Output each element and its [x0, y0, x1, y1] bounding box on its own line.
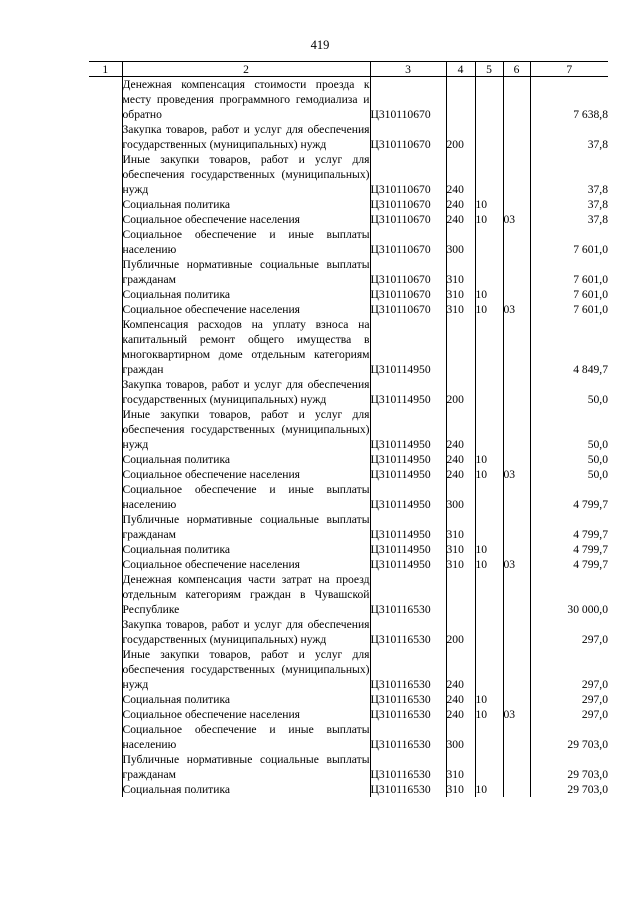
column-header: 2 — [122, 62, 370, 77]
subsection-cell — [503, 512, 530, 542]
target-article-cell: Ц310114950 — [370, 467, 446, 482]
expense-name-cell: Социальная политика — [122, 782, 370, 797]
expense-name-cell: Публичные нормативные социальные выплаты гражданам — [122, 258, 370, 286]
expense-name-cell: Социальное обеспечение населения — [122, 557, 370, 572]
subsection-cell — [503, 482, 530, 512]
column-header: 1 — [89, 62, 122, 77]
target-article-cell: Ц310110670 — [370, 302, 446, 317]
target-article-cell: Ц310110670 — [370, 197, 446, 212]
target-article-cell: Ц310110670 — [370, 257, 446, 287]
target-article-cell: Ц310110670 — [370, 287, 446, 302]
table-row — [89, 467, 608, 482]
amount-cell: 7 601,0 — [530, 257, 608, 287]
target-article-cell: Ц310114950 — [370, 512, 446, 542]
expense-type-cell: 310 — [446, 302, 475, 317]
section-cell — [475, 152, 503, 197]
amount-cell: 29 703,0 — [530, 752, 608, 782]
column-header: 5 — [475, 62, 503, 77]
target-article-cell: Ц310116530 — [370, 782, 446, 797]
table-row — [89, 377, 608, 407]
budget-table — [89, 61, 608, 797]
expense-type-cell: 240 — [446, 197, 475, 212]
table-row — [89, 257, 608, 287]
section-cell — [475, 722, 503, 752]
row-number-cell — [89, 197, 122, 212]
subsection-cell — [503, 407, 530, 452]
section-cell — [475, 407, 503, 452]
subsection-cell — [503, 122, 530, 152]
amount-cell: 297,0 — [530, 692, 608, 707]
expense-name-cell: Социальное обеспечение и иные выплаты населению — [122, 483, 370, 511]
row-number-cell — [89, 302, 122, 317]
expense-type-cell: 240 — [446, 467, 475, 482]
row-number-cell — [89, 152, 122, 197]
subsection-cell — [503, 287, 530, 302]
expense-name-cell: Социальная политика — [122, 197, 370, 212]
column-header: 4 — [446, 62, 475, 77]
row-number-cell — [89, 377, 122, 407]
target-article-cell: Ц310114950 — [370, 377, 446, 407]
expense-type-cell: 310 — [446, 512, 475, 542]
amount-cell: 29 703,0 — [530, 782, 608, 797]
target-article-cell: Ц310116530 — [370, 617, 446, 647]
amount-cell: 50,0 — [530, 377, 608, 407]
target-article-cell: Ц310116530 — [370, 572, 446, 617]
amount-cell: 4 799,7 — [530, 482, 608, 512]
subsection-cell: 03 — [503, 707, 530, 722]
amount-cell: 37,8 — [530, 197, 608, 212]
amount-cell: 29 703,0 — [530, 722, 608, 752]
expense-name-cell: Социальное обеспечение населения — [122, 467, 370, 482]
expense-type-cell: 310 — [446, 257, 475, 287]
expense-type-cell: 300 — [446, 227, 475, 257]
row-number-cell — [89, 77, 122, 123]
table-row — [89, 782, 608, 797]
subsection-cell: 03 — [503, 557, 530, 572]
expense-name-cell: Иные закупки товаров, работ и услуг для обеспечения государственных (муниципальных) нужд — [122, 408, 370, 451]
section-cell: 10 — [475, 287, 503, 302]
target-article-cell: Ц310116530 — [370, 752, 446, 782]
target-article-cell: Ц310114950 — [370, 452, 446, 467]
section-cell — [475, 377, 503, 407]
expense-name-cell: Публичные нормативные социальные выплаты гражданам — [122, 753, 370, 781]
amount-cell: 297,0 — [530, 707, 608, 722]
expense-type-cell: 240 — [446, 692, 475, 707]
table-row — [89, 317, 608, 377]
subsection-cell — [503, 77, 530, 123]
section-cell — [475, 572, 503, 617]
row-number-cell — [89, 467, 122, 482]
target-article-cell: Ц310114950 — [370, 407, 446, 452]
section-cell — [475, 227, 503, 257]
amount-cell: 297,0 — [530, 617, 608, 647]
table-row — [89, 707, 608, 722]
expense-name-cell: Закупка товаров, работ и услуг для обеспечения государственных (муниципальных) нужд — [122, 378, 370, 406]
amount-cell: 297,0 — [530, 647, 608, 692]
table-row — [89, 572, 608, 617]
section-cell: 10 — [475, 557, 503, 572]
target-article-cell: Ц310116530 — [370, 707, 446, 722]
amount-cell: 7 601,0 — [530, 287, 608, 302]
column-header: 6 — [503, 62, 530, 77]
table-row — [89, 617, 608, 647]
expense-name-cell: Социальное обеспечение населения — [122, 212, 370, 227]
subsection-cell — [503, 752, 530, 782]
amount-cell: 7 601,0 — [530, 302, 608, 317]
table-row — [89, 542, 608, 557]
subsection-cell — [503, 152, 530, 197]
expense-type-cell: 240 — [446, 647, 475, 692]
target-article-cell: Ц310110670 — [370, 227, 446, 257]
section-cell — [475, 647, 503, 692]
expense-type-cell: 200 — [446, 377, 475, 407]
expense-type-cell: 240 — [446, 152, 475, 197]
amount-cell: 4 849,7 — [530, 317, 608, 377]
table-row — [89, 302, 608, 317]
table-row — [89, 212, 608, 227]
subsection-cell: 03 — [503, 302, 530, 317]
target-article-cell: Ц310114950 — [370, 557, 446, 572]
section-cell — [475, 317, 503, 377]
table-row — [89, 647, 608, 692]
subsection-cell — [503, 197, 530, 212]
expense-type-cell: 200 — [446, 122, 475, 152]
row-number-cell — [89, 557, 122, 572]
expense-type-cell: 200 — [446, 617, 475, 647]
amount-cell: 7 638,8 — [530, 77, 608, 123]
section-cell: 10 — [475, 212, 503, 227]
table-row — [89, 452, 608, 467]
expense-name-cell: Денежная компенсация стоимости проезда к месту проведения программного гемодиализа и обратно — [122, 78, 370, 121]
expense-type-cell: 240 — [446, 707, 475, 722]
row-number-cell — [89, 692, 122, 707]
expense-type-cell: 310 — [446, 557, 475, 572]
table-row — [89, 557, 608, 572]
subsection-cell — [503, 647, 530, 692]
target-article-cell: Ц310114950 — [370, 317, 446, 377]
expense-name-cell: Денежная компенсация части затрат на проезд отдельным категориям граждан в Чувашской Республике — [122, 573, 370, 616]
amount-cell: 4 799,7 — [530, 542, 608, 557]
subsection-cell — [503, 722, 530, 752]
table-header-row — [89, 62, 608, 77]
expense-name-cell: Закупка товаров, работ и услуг для обеспечения государственных (муниципальных) нужд — [122, 123, 370, 151]
section-cell: 10 — [475, 302, 503, 317]
expense-name-cell: Закупка товаров, работ и услуг для обеспечения государственных (муниципальных) нужд — [122, 618, 370, 646]
target-article-cell: Ц310110670 — [370, 212, 446, 227]
expense-name-cell: Социальное обеспечение населения — [122, 302, 370, 317]
row-number-cell — [89, 122, 122, 152]
amount-cell: 37,8 — [530, 122, 608, 152]
row-number-cell — [89, 257, 122, 287]
section-cell: 10 — [475, 197, 503, 212]
target-article-cell: Ц310114950 — [370, 482, 446, 512]
section-cell: 10 — [475, 782, 503, 797]
table-row — [89, 197, 608, 212]
row-number-cell — [89, 647, 122, 692]
expense-type-cell: 310 — [446, 782, 475, 797]
subsection-cell — [503, 542, 530, 557]
subsection-cell: 03 — [503, 212, 530, 227]
subsection-cell — [503, 377, 530, 407]
expense-name-cell: Компенсация расходов на уплату взноса на капитальный ремонт общего имущества в многоквартирном доме отдельным категориям граждан — [122, 318, 370, 376]
row-number-cell — [89, 212, 122, 227]
subsection-cell — [503, 572, 530, 617]
subsection-cell — [503, 227, 530, 257]
expense-name-cell: Социальное обеспечение и иные выплаты населению — [122, 723, 370, 751]
target-article-cell: Ц310110670 — [370, 152, 446, 197]
expense-type-cell: 300 — [446, 722, 475, 752]
table-row — [89, 482, 608, 512]
section-cell — [475, 512, 503, 542]
target-article-cell: Ц310114950 — [370, 542, 446, 557]
section-cell — [475, 257, 503, 287]
table-row — [89, 152, 608, 197]
target-article-cell: Ц310116530 — [370, 647, 446, 692]
expense-name-cell: Социальная политика — [122, 287, 370, 302]
subsection-cell — [503, 317, 530, 377]
amount-cell: 50,0 — [530, 467, 608, 482]
expense-name-cell: Социальная политика — [122, 542, 370, 557]
expense-name-cell: Публичные нормативные социальные выплаты гражданам — [122, 513, 370, 541]
expense-type-cell: 310 — [446, 752, 475, 782]
subsection-cell — [503, 257, 530, 287]
row-number-cell — [89, 782, 122, 797]
row-number-cell — [89, 512, 122, 542]
section-cell — [475, 77, 503, 123]
table-row — [89, 407, 608, 452]
amount-cell: 50,0 — [530, 407, 608, 452]
section-cell — [475, 122, 503, 152]
table-row — [89, 227, 608, 257]
table-row — [89, 722, 608, 752]
row-number-cell — [89, 317, 122, 377]
section-cell — [475, 752, 503, 782]
expense-type-cell — [446, 572, 475, 617]
target-article-cell: Ц310110670 — [370, 122, 446, 152]
subsection-cell — [503, 452, 530, 467]
column-header: 3 — [370, 62, 446, 77]
expense-type-cell — [446, 77, 475, 123]
table-row — [89, 692, 608, 707]
amount-cell: 4 799,7 — [530, 557, 608, 572]
amount-cell: 37,8 — [530, 152, 608, 197]
expense-type-cell — [446, 317, 475, 377]
target-article-cell: Ц310110670 — [370, 77, 446, 123]
section-cell: 10 — [475, 467, 503, 482]
expense-type-cell: 310 — [446, 287, 475, 302]
row-number-cell — [89, 452, 122, 467]
row-number-cell — [89, 227, 122, 257]
expense-name-cell: Социальное обеспечение и иные выплаты населению — [122, 228, 370, 256]
row-number-cell — [89, 752, 122, 782]
row-number-cell — [89, 707, 122, 722]
amount-cell: 7 601,0 — [530, 227, 608, 257]
expense-name-cell: Социальное обеспечение населения — [122, 707, 370, 722]
subsection-cell — [503, 692, 530, 707]
table-row — [89, 752, 608, 782]
expense-name-cell: Иные закупки товаров, работ и услуг для обеспечения государственных (муниципальных) нужд — [122, 153, 370, 196]
table-row — [89, 512, 608, 542]
section-cell: 10 — [475, 692, 503, 707]
row-number-cell — [89, 572, 122, 617]
target-article-cell: Ц310116530 — [370, 722, 446, 752]
row-number-cell — [89, 617, 122, 647]
amount-cell: 37,8 — [530, 212, 608, 227]
row-number-cell — [89, 407, 122, 452]
expense-type-cell: 240 — [446, 212, 475, 227]
page-number: 419 — [310, 38, 330, 52]
amount-cell: 30 000,0 — [530, 572, 608, 617]
expense-name-cell: Социальная политика — [122, 452, 370, 467]
section-cell: 10 — [475, 542, 503, 557]
section-cell — [475, 617, 503, 647]
column-header: 7 — [530, 62, 608, 77]
subsection-cell — [503, 617, 530, 647]
row-number-cell — [89, 287, 122, 302]
subsection-cell — [503, 782, 530, 797]
subsection-cell: 03 — [503, 467, 530, 482]
expense-type-cell: 310 — [446, 542, 475, 557]
expense-type-cell: 240 — [446, 407, 475, 452]
expense-name-cell: Социальная политика — [122, 692, 370, 707]
expense-type-cell: 240 — [446, 452, 475, 467]
amount-cell: 4 799,7 — [530, 512, 608, 542]
row-number-cell — [89, 542, 122, 557]
table-row — [89, 122, 608, 152]
row-number-cell — [89, 482, 122, 512]
section-cell: 10 — [475, 452, 503, 467]
section-cell — [475, 482, 503, 512]
table-row — [89, 287, 608, 302]
section-cell: 10 — [475, 707, 503, 722]
expense-name-cell: Иные закупки товаров, работ и услуг для обеспечения государственных (муниципальных) нужд — [122, 648, 370, 691]
expense-type-cell: 300 — [446, 482, 475, 512]
row-number-cell — [89, 722, 122, 752]
target-article-cell: Ц310116530 — [370, 692, 446, 707]
amount-cell: 50,0 — [530, 452, 608, 467]
table-row — [89, 77, 608, 123]
